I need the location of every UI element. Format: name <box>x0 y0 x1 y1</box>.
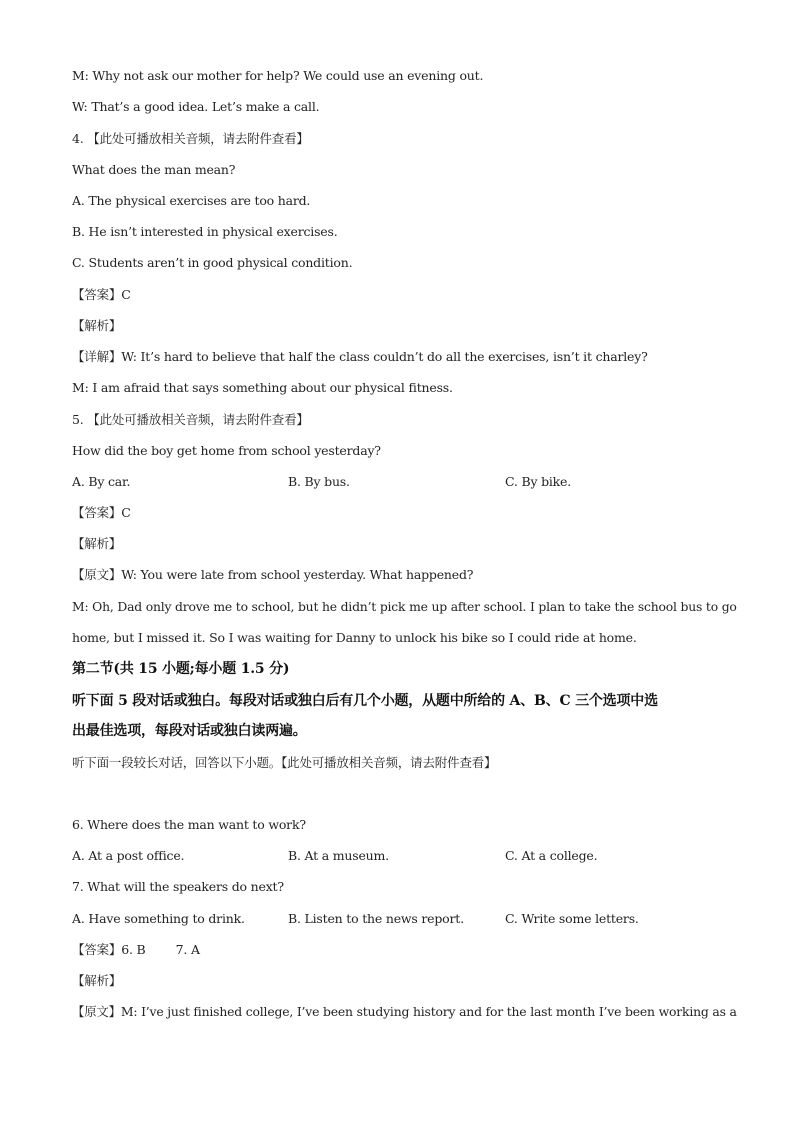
option-c: C. By bike. <box>505 474 572 489</box>
analysis-label: 【解析】 <box>72 973 122 988</box>
option-b: B. By bus. <box>288 474 350 489</box>
option-a: A. By car. <box>72 474 131 489</box>
option-c: C. Write some letters. <box>505 911 639 926</box>
section-instructions: 出最佳选项，每段对话或独白读两遍。 <box>72 723 307 739</box>
option-a: A. At a post office. <box>72 848 185 863</box>
dialogue-line: M: I am afraid that says something about our physical fitness. <box>72 380 453 395</box>
option-a: A. Have something to drink. <box>72 911 245 926</box>
analysis-label: 【解析】 <box>72 318 122 333</box>
option-c: C. Students aren’t in good physical condition. <box>72 255 353 270</box>
question-text: What does the man mean? <box>72 162 236 177</box>
option-b: B. Listen to the news report. <box>288 911 464 926</box>
dialogue-line: M: Why not ask our mother for help? We could use an evening out. <box>72 68 484 83</box>
answer-label: 【答案】C <box>72 287 131 302</box>
section-instructions: 听下面 5 段对话或独白。每段对话或独白后有几个小题，从题中所给的 A、B、C 三个选项中选 <box>72 693 658 709</box>
section-heading: 第二节(共 15 小题;每小题 1.5 分) <box>72 661 290 677</box>
original-text: 【原文】M: I’ve just finished college, I’ve been studying history and for the last month I’ve been working as a <box>72 1004 737 1019</box>
answer-label: 【答案】6. B 7. A <box>72 942 200 957</box>
option-c: C. At a college. <box>505 848 598 863</box>
dialogue-line: home, but I missed it. So I was waiting for Danny to unlock his bike so I could ride at home. <box>72 630 637 645</box>
question-text: 6. Where does the man want to work? <box>72 817 306 832</box>
question-audio-note: 5. 【此处可播放相关音频，请去附件查看】 <box>72 412 309 427</box>
answer-label: 【答案】C <box>72 505 131 520</box>
original-text: 【原文】W: You were late from school yesterday. What happened? <box>72 567 474 582</box>
option-b: B. He isn’t interested in physical exercises. <box>72 224 338 239</box>
option-a: A. The physical exercises are too hard. <box>72 193 311 208</box>
question-text: How did the boy get home from school yesterday? <box>72 443 381 458</box>
dialogue-line: W: That’s a good idea. Let’s make a call. <box>72 99 320 114</box>
dialogue-line: M: Oh, Dad only drove me to school, but he didn’t pick me up after school. I plan to take the school bus to go <box>72 599 737 614</box>
detail-text: 【详解】W: It’s hard to believe that half the class couldn’t do all the exercises, isn’t it charley? <box>72 349 648 364</box>
question-text: 7. What will the speakers do next? <box>72 879 284 894</box>
question-audio-note: 4. 【此处可播放相关音频，请去附件查看】 <box>72 131 309 146</box>
analysis-label: 【解析】 <box>72 536 122 551</box>
option-b: B. At a museum. <box>288 848 389 863</box>
audio-note: 听下面一段较长对话，回答以下小题。【此处可播放相关音频，请去附件查看】 <box>72 755 497 770</box>
